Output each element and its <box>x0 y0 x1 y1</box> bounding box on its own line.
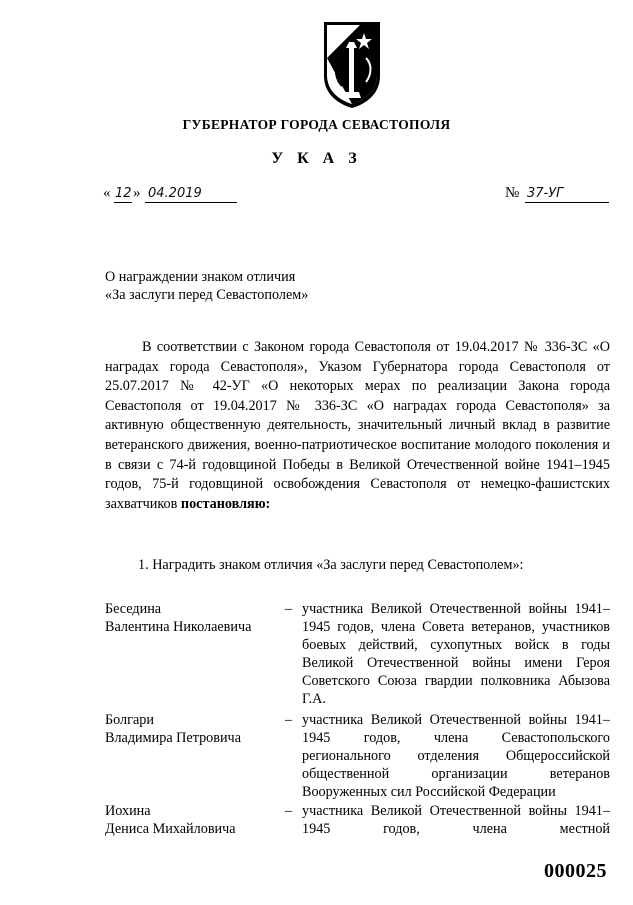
recipient-row <box>105 600 610 711</box>
date-day: 12 <box>115 186 132 201</box>
issuer-title: ГУБЕРНАТОР ГОРОДА СЕВАСТОПОЛЯ <box>182 117 451 132</box>
date-day-underline <box>114 202 132 203</box>
date-month-year: 04.2019 <box>148 186 202 201</box>
subject-line-1: О награждении знаком отличия <box>105 269 296 285</box>
recipient-row <box>105 711 610 802</box>
recipient-dash: – <box>285 601 293 617</box>
recipient-given-names: Владимира Петровича <box>105 730 241 746</box>
recipient-given-names: Дениса Михайловича <box>105 821 236 837</box>
recipient-surname: Беседина <box>105 601 162 617</box>
recipient-description: участника Великой Отечественной войны 1941–1945 годов, члена местной <box>302 803 610 837</box>
recipient-description: участника Великой Отечественной войны 1941–1945 годов, члена Совета ветеранов, участников боевых действий, сухопутных войск в годы Великой Отечественной войны имени Героя Советского Союза гвардии полковника Абызова Г.А. <box>302 601 610 707</box>
decree-item-1: 1. Наградить знаком отличия «За заслуги перед Севастополем»: <box>138 557 524 573</box>
decree-preamble <box>105 338 610 514</box>
recipient-dash: – <box>285 712 293 728</box>
recipient-given-names: Валентина Николаевича <box>105 619 252 635</box>
recipient-name <box>105 711 275 747</box>
number-underline <box>525 202 609 203</box>
page-serial-number: 000025 <box>544 860 607 882</box>
preamble-closing: постановляю: <box>180 495 271 512</box>
recipient-description: участника Великой Отечественной войны 1941–1945 годов, члена Севастопольского регионального отделения Общероссийской общественной организации ветеранов Вооруженных сил Российской Федерации <box>302 712 610 800</box>
recipient-surname: Болгари <box>105 712 154 728</box>
recipient-row <box>105 802 610 842</box>
document-type: У К А З <box>271 150 362 167</box>
recipients-list <box>105 600 610 842</box>
sevastopol-coat-of-arms-icon <box>320 18 384 110</box>
preamble-text: В соответствии с Законом города Севастополя от 19.04.2017 № 336-ЗС «О наградах города Севастополя», Указом Губернатора города Севастополя от 25.07.2017 № 42-УГ «О некоторых мерах по реализации Закона города Севастополя от 19.04.2017 № 336-ЗС «О наградах города Севастополя» за активную общественную деятельность, значительный личный вклад в развитие ветеранского движения, военно-патриотическое воспитание молодого поколения и в связи с 74-й годовщиной Победы в Великой Отечественной войне 1941–1945 годов, 75-й годовщиной освобождения Севастополя от немецко-фашистских захватчиков <box>105 339 610 512</box>
recipient-dash: – <box>285 803 293 819</box>
decree-subject <box>105 268 445 304</box>
date-close-quote: » <box>133 185 141 201</box>
decree-number <box>505 185 609 205</box>
number-value: 37-УГ <box>527 186 564 201</box>
subject-line-2: «За заслуги перед Севастополем» <box>105 287 309 303</box>
date-month-underline <box>145 202 237 203</box>
recipient-surname: Иохина <box>105 803 151 819</box>
recipient-name <box>105 600 275 636</box>
number-sign: № <box>505 185 520 201</box>
recipient-name <box>105 802 275 838</box>
date-open-quote: « <box>103 185 111 201</box>
decree-date <box>103 185 237 205</box>
